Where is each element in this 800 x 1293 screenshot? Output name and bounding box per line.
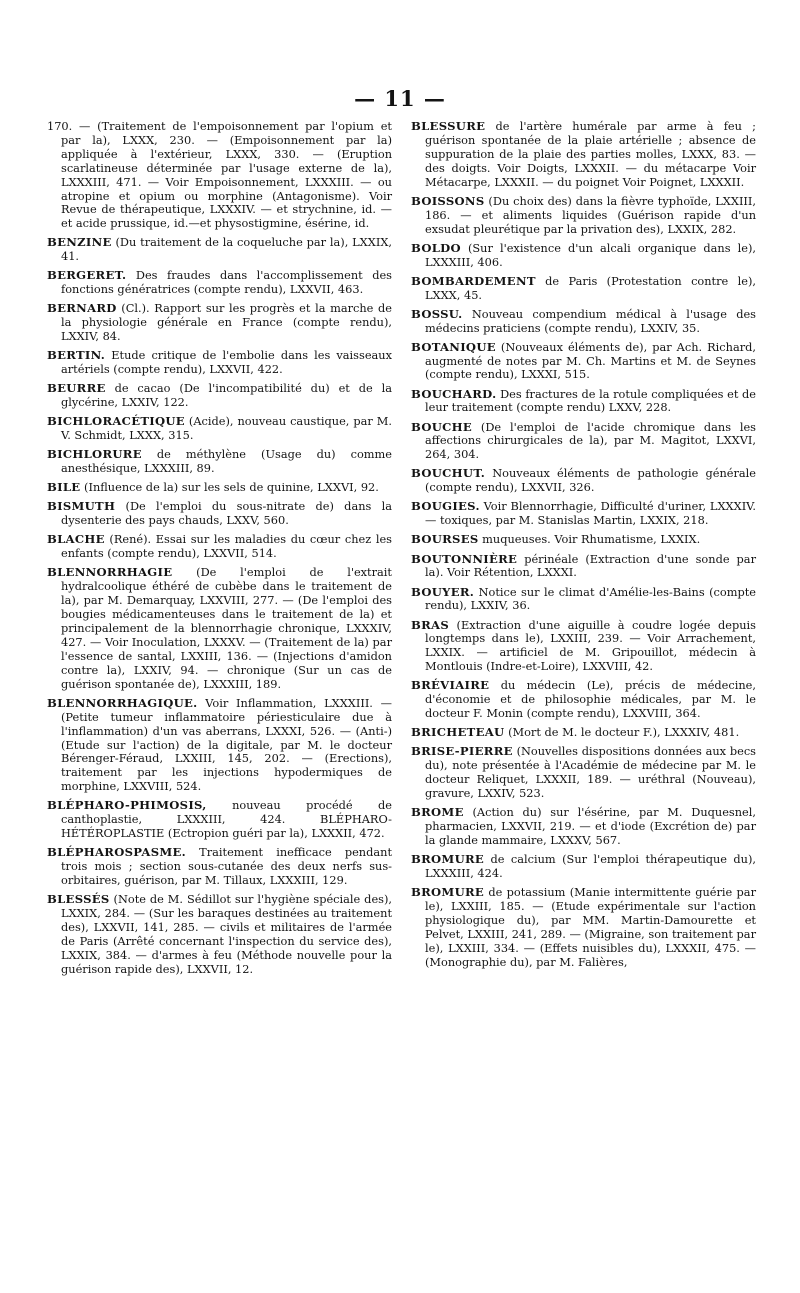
entry-headword: BERNARD	[47, 301, 117, 316]
entry-text: Notice sur le climat d'Amélie-les-Bains (compte rendu), LXXIV, 36.	[425, 584, 756, 613]
index-entry	[47, 697, 392, 794]
index-entry	[411, 120, 756, 190]
entry-text: (Sur l'existence d'un alcali organique dans le), LXXXIII, 406.	[425, 240, 756, 269]
index-entry	[411, 726, 756, 740]
index-column-right	[411, 120, 756, 975]
entry-headword: BICHLORACÉTIQUE	[47, 414, 185, 429]
index-entry	[47, 500, 392, 528]
index-entry	[411, 853, 756, 881]
index-entry	[411, 586, 756, 614]
index-column-left	[47, 120, 392, 982]
entry-headword: BOUCHARD.	[411, 386, 497, 401]
entry-headword: BLENNORRHAGIE	[47, 565, 173, 580]
entry-headword: BLÉPHAROSPASME.	[47, 845, 187, 860]
index-entry	[411, 388, 756, 416]
entry-headword: BOURSES	[411, 532, 479, 547]
entry-text: nouveau procédé de canthoplastie, LXXXIII, 424. BLÉPHARO-HÉTÉROPLASTIE (Ectropion guéri par la), LXXXII, 472.	[61, 798, 393, 841]
entry-headword: BOUGIES.	[411, 499, 480, 514]
index-entry	[411, 467, 756, 495]
index-entry	[411, 275, 756, 303]
entry-text: (Cl.). Rapport sur les progrès et la marche de la physiologie générale en France (compte rendu), LXXIV, 84.	[61, 301, 393, 344]
entry-text: (Note de M. Sédillot sur l'hygiène spéciale des), LXXIX, 284. — (Sur les baraques destinées au traitement des), LXXVII, 141, 285. — civils et militaires de l'armée de Paris (Arrêté concernant l'inspection du service des), LXXIX, 384. — d'armes à feu (Méthode nouvelle pour la guérison rapide des), LXXVII, 12.	[61, 892, 393, 976]
entry-text: Des fraudes dans l'accomplissement des fonctions génératrices (compte rendu), LXXVII, 463.	[61, 268, 392, 297]
entry-headword: BRISE-PIERRE	[411, 744, 513, 759]
entry-headword: BLACHE	[47, 532, 105, 547]
index-entry	[411, 242, 756, 270]
entry-text: Etude critique de l'embolie dans les vaisseaux artériels (compte rendu), LXXVII, 422.	[61, 348, 392, 377]
index-entry	[47, 481, 392, 495]
entry-headword: BOUTONNIÈRE	[411, 551, 518, 566]
entry-text: de l'artère humérale par arme à feu ; guérison spontanée de la plaie artérielle ; absence de suppuration de la plaie des parties molles, LXXX, 83. — des doigts. Voir Doigts, LXXXII. — du métacarpe Voir Métacarpe, LXXXII. — du poignet Voir Poignet, LXXXII.	[425, 119, 757, 189]
entry-text: 170. — (Traitement de l'empoisonnement par l'opium et par la), LXXX, 230. — (Empoisonnement par la) appliquée à l'extérieur, LXXX, 330. — (Eruption scarlatineuse déterminée par l'usage externe de la), LXXXIII, 471. — Voir Empoisonnement, LXXXIII. — ou atropine et opium ou morphine (Antagonisme). Voir Revue de thérapeutique, LXXXIV. — et strychnine, id. — et acide prussique, id.—et physostigmine, ésérine, id.	[47, 119, 392, 231]
entry-text: de cacao (De l'incompatibilité du) et de la glycérine, LXXIV, 122.	[61, 381, 393, 410]
entry-text: (Extraction d'une aiguille à coudre logée depuis longtemps dans le), LXXIII, 239. — Voir Arrachement, LXXIX. — artificiel de M. Gripouillot, médecin à Montlouis (Indre-et-Loire), LXXVIII, 42.	[425, 617, 756, 674]
entry-headword: BROMURE	[411, 852, 485, 867]
entry-headword: BILE	[47, 480, 81, 495]
entry-text: de méthylène (Usage du) comme anesthésique, LXXXIII, 89.	[61, 447, 393, 476]
entry-text: (René). Essai sur les maladies du cœur chez les enfants (compte rendu), LXXVII, 514.	[61, 532, 392, 561]
entry-headword: BOTANIQUE	[411, 339, 496, 354]
entry-headword: BRICHETEAU	[411, 725, 505, 740]
entry-headword: BOLDO	[411, 240, 461, 255]
entry-headword: BOMBARDEMENT	[411, 273, 536, 288]
entry-headword: BEURRE	[47, 381, 106, 396]
entry-text: du médecin (Le), précis de médecine, d'économie et de philosophie médicales, par M. le docteur F. Monin (compte rendu), LXXVIII, 364.	[425, 678, 756, 721]
entry-text: (Mort de M. le docteur F.), LXXXIV, 481.	[508, 725, 740, 740]
entry-headword: BOUCHE	[411, 419, 473, 434]
entry-text: Nouveau compendium médical à l'usage des médecins praticiens (compte rendu), LXXIV, 35.	[425, 306, 757, 335]
index-entry	[47, 302, 392, 344]
index-entry	[47, 566, 392, 691]
entry-headword: BENZINE	[47, 235, 112, 250]
index-entry	[47, 846, 392, 888]
index-entry	[47, 349, 392, 377]
entry-headword: BLESSURE	[411, 119, 486, 133]
entry-headword: BLÉPHARO-PHIMOSIS,	[47, 798, 207, 813]
index-entry	[411, 308, 756, 336]
index-entry	[411, 533, 756, 547]
index-entry	[411, 553, 756, 581]
entry-text: (De l'emploi de l'extrait hydralcoolique éthéré de cubèbe dans le traitement de la), par M. Demarquay, LXXVIII, 277. — (De l'emploi des bougies médicamenteuses dans le traitement de la) et principalement de la blennorrhagie chronique, LXXXIV, 427. — Voir Inoculation, LXXXV. — (Traitement de la) par l'essence de santal, LXXIII, 136. — (Injections d'amidon contre la), LXXIV, 94. — chronique (Sur un cas de guérison spontanée de), LXXXIII, 189.	[61, 565, 392, 691]
index-entry	[411, 341, 756, 383]
entry-headword: BRAS	[411, 617, 450, 632]
index-entry	[47, 893, 392, 976]
entry-text: (Influence de la) sur les sels de quinine, LXXVI, 92.	[84, 480, 379, 495]
index-entry	[411, 195, 756, 237]
index-entry	[47, 799, 392, 841]
index-entry	[47, 120, 392, 231]
entry-text: (Du choix des) dans la fièvre typhoïde, LXXIII, 186. — et aliments liquides (Guérison rapide d'un exsudat pleurétique par la privation des), LXXIX, 282.	[425, 193, 757, 236]
entry-headword: BOUYER.	[411, 584, 475, 599]
entry-text: (Acide), nouveau caustique, par M. V. Schmidt, LXXX, 315.	[61, 414, 392, 443]
entry-text: de calcium (Sur l'emploi thérapeutique du), LXXXIII, 424.	[425, 852, 757, 880]
index-entry	[47, 448, 392, 476]
entry-text: (Nouvelles dispositions données aux becs du), note présentée à l'Académie de médecine par M. le docteur Reliquet, LXXXII, 189. — uréthral (Nouveau), gravure, LXXIV, 523.	[425, 744, 756, 801]
entry-headword: BERTIN.	[47, 348, 106, 363]
index-entry	[411, 679, 756, 721]
entry-text: Des fractures de la rotule compliquées et de leur traitement (compte rendu) LXXV, 228.	[425, 386, 756, 415]
entry-headword: BRÉVIAIRE	[411, 678, 490, 693]
entry-headword: BOUCHUT.	[411, 466, 486, 481]
entry-text: périnéale (Extraction d'une sonde par la). Voir Rétention, LXXXI.	[425, 551, 756, 580]
entry-headword: BERGERET.	[47, 268, 127, 283]
index-entry	[411, 500, 756, 528]
index-entry	[411, 886, 756, 969]
entry-text: (Nouveaux éléments de), par Ach. Richard, augmenté de notes par M. Ch. Martins et M. de Seynes (compte rendu), LXXXI, 515.	[425, 339, 757, 382]
index-entry	[47, 382, 392, 410]
entry-text: muqueuses. Voir Rhumatisme, LXXIX.	[482, 532, 701, 547]
entry-text: (Du traitement de la coqueluche par la), LXXIX, 41.	[61, 235, 392, 264]
entry-text: de Paris (Protestation contre le), LXXX, 45.	[425, 273, 757, 302]
index-entry	[411, 421, 756, 463]
entry-headword: BLENNORRHAGIQUE.	[47, 695, 198, 710]
entry-headword: BICHLORURE	[47, 447, 142, 462]
index-entry	[47, 236, 392, 264]
entry-text: Voir Blennorrhagie, Difficulté d'uriner, LXXXIV. — toxiques, par M. Stanislas Martin, LXXIX, 218.	[425, 499, 756, 528]
entry-text: de potassium (Manie intermittente guérie par le), LXXIII, 185. — (Etude expérimentale sur l'action physiologique du), par MM. Martin-Damourette et Pelvet, LXXIII, 241, 289. — (Migraine, son traitement par le), LXXIII, 334. — (Effets nuisibles du), LXXXII, 475. — (Monographie du), par M. Falières,	[425, 885, 756, 969]
entry-text: Voir Inflammation, LXXXIII. — (Petite tumeur inflammatoire périesticulaire due à l'inflammation) d'un vas aberrans, LXXXI, 526. — (Anti-) (Etude sur l'action) de la digitale, par M. le docteur Bérenger-Féraud, LXXIII, 145, 202. — (Erections), traitement par les injections hypodermiques de morphine, LXXVIII, 524.	[61, 695, 392, 794]
index-entry	[411, 806, 756, 848]
page-number: — 11 —	[354, 86, 446, 111]
entry-text: (De l'emploi du sous-nitrate de) dans la dysenterie des pays chauds, LXXV, 560.	[61, 499, 392, 528]
index-entry	[411, 619, 756, 675]
entry-headword: BLESSÉS	[47, 892, 110, 907]
index-entry	[411, 745, 756, 801]
index-entry	[47, 533, 392, 561]
entry-text: Traitement inefficace pendant trois mois ; section sous-cutanée des deux nerfs sus-orbitaires, guérison, par M. Tillaux, LXXXIII, 129.	[61, 845, 392, 888]
entry-headword: BROME	[411, 805, 464, 820]
entry-headword: BROMURE	[411, 885, 485, 900]
index-entry	[47, 415, 392, 443]
entry-text: (De l'emploi de l'acide chromique dans les affections chirurgicales de la), par M. Magitot, LXXVI, 264, 304.	[425, 419, 757, 462]
entry-text: (Action du) sur l'ésérine, par M. Duquesnel, pharmacien, LXXVII, 219. — et d'iode (Excrétion de) par la glande mammaire, LXXXV, 567.	[425, 805, 756, 847]
entry-headword: BISMUTH	[47, 499, 116, 514]
entry-headword: BOISSONS	[411, 193, 485, 208]
entry-text: Nouveaux éléments de pathologie générale (compte rendu), LXXVII, 326.	[425, 466, 756, 495]
index-entry	[47, 269, 392, 297]
entry-headword: BOSSU.	[411, 306, 463, 321]
